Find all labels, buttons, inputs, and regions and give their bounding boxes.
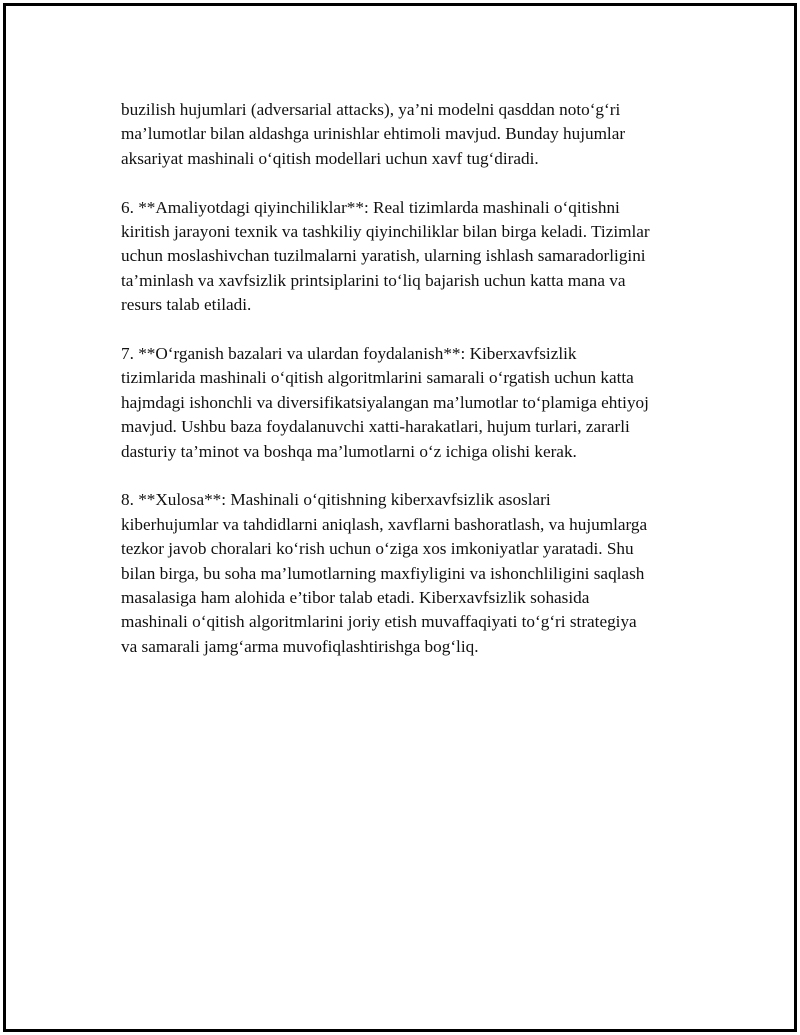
text-line: aksariyat mashinali o‘qitish modellari uchun xavf tug‘diradi.: [121, 148, 539, 168]
paragraph-training-bases: [121, 342, 696, 464]
text-line: ma’lumotlar bilan aldashga urinishlar ehtimoli mavjud. Bunday hujumlar: [121, 124, 626, 144]
text-line: kiritish jarayoni texnik va tashkiliy qiyinchiliklar bilan birga keladi. Tizimlar: [121, 222, 650, 242]
document-body: [121, 98, 696, 684]
text-line: hajmdagi ishonchli va diversifikatsiyalangan ma’lumotlar to‘plamiga ehtiyoj: [121, 392, 649, 412]
text-line: buzilish hujumlari (adversarial attacks), ya’ni modelni qasddan noto‘g‘ri: [121, 100, 621, 119]
text-line: resurs talab etiladi.: [121, 295, 252, 315]
text-line: tezkor javob choralari ko‘rish uchun o‘ziga xos imkoniyatlar yaratadi. Shu: [121, 539, 634, 559]
text-line: masalasiga ham alohida e’tibor talab etadi. Kiberxavfsizlik sohasida: [121, 588, 590, 608]
text-line: kiberhujumlar va tahdidlarni aniqlash, xavflarni bashoratlash, va hujumlarga: [121, 514, 648, 534]
text-line: mavjud. Ushbu baza foydalanuvchi xatti-harakatlari, hujum turlari, zararli: [121, 417, 630, 437]
text-line: dasturiy ta’minot va boshqa ma’lumotlarni o‘z ichiga olishi kerak.: [121, 441, 577, 461]
text-line: 8. **Xulosa**: Mashinali o‘qitishning kiberxavfsizlik asoslari: [121, 490, 551, 510]
paragraph-adversarial-attacks: [121, 98, 696, 171]
text-line: mashinali o‘qitish algoritmlarini joriy etish muvaffaqiyati to‘g‘ri strategiya: [121, 612, 637, 632]
text-line: 6. **Amaliyotdagi qiyinchiliklar**: Real tizimlarda mashinali o‘qitishni: [121, 197, 620, 217]
text-line: 7. **O‘rganish bazalari va ulardan foydalanish**: Kiberxavfsizlik: [121, 344, 577, 364]
paragraph-conclusion: [121, 488, 696, 659]
text-line: uchun moslashivchan tuzilmalarni yaratish, ularning ishlash samaradorligini: [121, 246, 646, 266]
paragraph-practical-challenges: [121, 196, 696, 318]
text-line: ta’minlash va xavfsizlik printsiplarini to‘liq bajarish uchun katta mana va: [121, 270, 626, 290]
text-line: va samarali jamg‘arma muvofiqlashtirishga bog‘liq.: [121, 636, 479, 656]
text-line: tizimlarida mashinali o‘qitish algoritmlarini samarali o‘rgatish uchun katta: [121, 368, 634, 388]
page-frame: [3, 3, 797, 1032]
text-line: bilan birga, bu soha ma’lumotlarning maxfiyligini va ishonchliligini saqlash: [121, 563, 645, 583]
